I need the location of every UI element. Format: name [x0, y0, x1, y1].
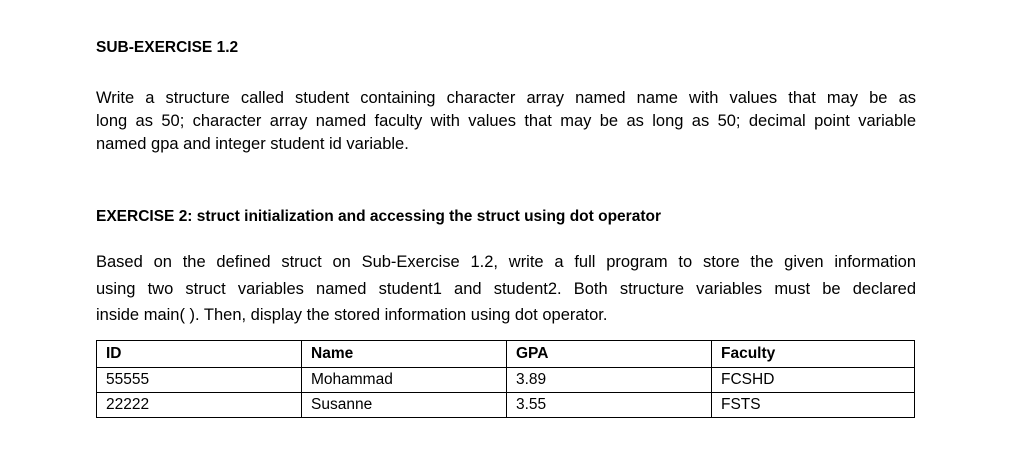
column-header-id: ID	[97, 341, 302, 368]
table-header-row	[97, 341, 915, 368]
student-info-table	[96, 340, 915, 418]
paragraph-line: using two struct variables named student1 and student2. Both structure variables must be declared	[96, 279, 916, 298]
paragraph-line: Write a structure called student containing character array named name with values that may be as	[96, 89, 916, 107]
cell-name: Susanne	[302, 393, 507, 418]
cell-id: 22222	[97, 393, 302, 418]
cell-name: Mohammad	[302, 368, 507, 393]
cell-gpa: 3.89	[507, 368, 712, 393]
cell-faculty: FCSHD	[712, 368, 915, 393]
cell-faculty: FSTS	[712, 393, 915, 418]
sub-exercise-paragraph	[96, 87, 916, 156]
paragraph-line: Based on the defined struct on Sub-Exercise 1.2, write a full program to store the given information	[96, 253, 916, 271]
sub-exercise-heading: SUB-EXERCISE 1.2	[96, 39, 239, 56]
paragraph-line: long as 50; character array named faculty with values that may be as long as 50; decimal point variable	[96, 112, 916, 130]
column-header-gpa: GPA	[507, 341, 712, 368]
paragraph-line: named gpa and integer student id variable.	[96, 135, 409, 153]
cell-id: 55555	[97, 368, 302, 393]
table-row	[97, 368, 915, 393]
column-header-faculty: Faculty	[712, 341, 915, 368]
exercise2-heading: EXERCISE 2: struct initialization and accessing the struct using dot operator	[96, 208, 661, 225]
paragraph-line: inside main( ). Then, display the stored information using dot operator.	[96, 306, 608, 324]
exercise2-paragraph	[96, 249, 916, 329]
column-header-name: Name	[302, 341, 507, 368]
cell-gpa: 3.55	[507, 393, 712, 418]
table-row	[97, 393, 915, 418]
